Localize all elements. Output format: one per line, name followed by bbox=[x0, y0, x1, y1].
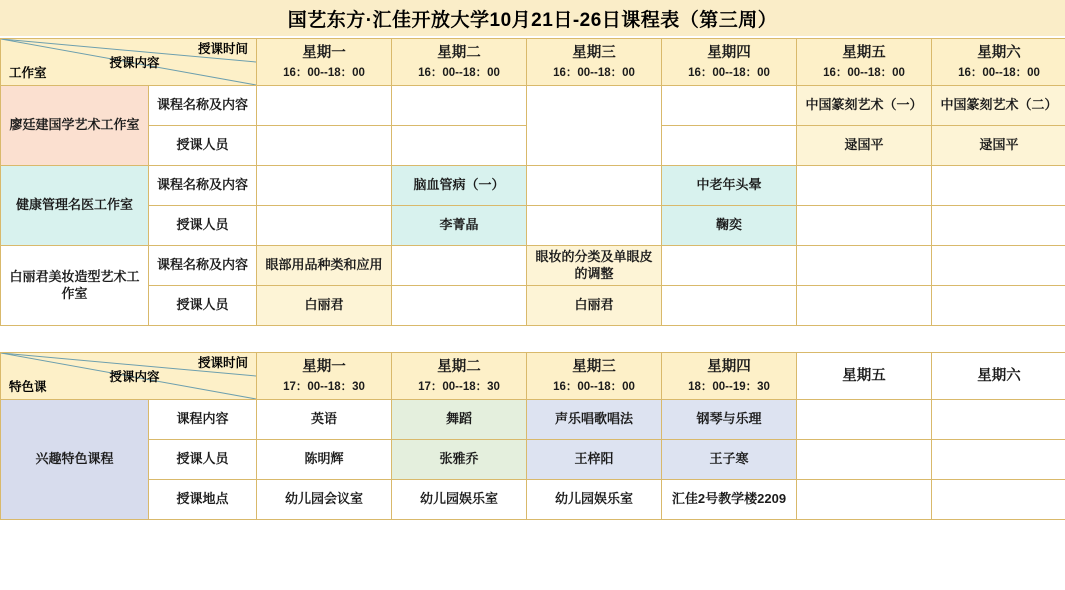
cell-location-sat bbox=[932, 480, 1065, 520]
studio-name-makeup: 白丽君美妆造型艺术工作室 bbox=[1, 246, 149, 326]
cell-teacher-thu bbox=[662, 286, 797, 326]
cell-teacher-mon: 白丽君 bbox=[257, 286, 392, 326]
row-label-teacher: 授课人员 bbox=[149, 206, 257, 246]
table-row bbox=[1, 206, 1065, 246]
table-separator bbox=[0, 326, 1065, 352]
day-header-sat bbox=[932, 39, 1065, 86]
day-name: 星期五 bbox=[842, 44, 886, 61]
cell-teacher-fri bbox=[797, 206, 932, 246]
row-label-course: 课程名称及内容 bbox=[149, 166, 257, 206]
day-header-mon bbox=[257, 39, 392, 86]
table-header-row bbox=[1, 353, 1065, 400]
day-name: 星期三 bbox=[572, 44, 616, 61]
page-title-bar bbox=[0, 0, 1065, 38]
cell-content-thu: 钢琴与乐理 bbox=[662, 400, 797, 440]
header-corner-cell bbox=[1, 39, 257, 86]
studio-name-guoxue: 廖廷建国学艺术工作室 bbox=[1, 86, 149, 166]
cell-course-thu bbox=[662, 86, 797, 126]
cell-course-fri bbox=[797, 246, 932, 286]
studio-schedule-table bbox=[0, 38, 1065, 326]
header-content-label: 授课内容 bbox=[109, 370, 160, 384]
cell-location-wed: 幼儿园娱乐室 bbox=[527, 480, 662, 520]
cell-course-sat bbox=[932, 246, 1065, 286]
day-time: 16：00--18：00 bbox=[958, 66, 1040, 79]
day-time: 16：00--18：00 bbox=[283, 66, 365, 79]
cell-teacher-sat: 逯国平 bbox=[932, 126, 1065, 166]
day-name: 星期四 bbox=[707, 358, 751, 375]
table-row bbox=[1, 286, 1065, 326]
cell-teacher-tue bbox=[392, 286, 527, 326]
day-name: 星期一 bbox=[302, 358, 346, 375]
cell-teacher-tue: 张雅乔 bbox=[392, 440, 527, 480]
day-header-fri bbox=[797, 353, 932, 400]
cell-course-wed bbox=[527, 166, 662, 206]
cell-teacher-tue bbox=[392, 126, 527, 166]
header-room-label: 工作室 bbox=[9, 66, 47, 81]
cell-course-sat: 中国篆刻艺术（二） bbox=[932, 86, 1065, 126]
day-time: 16：00--18：00 bbox=[688, 66, 770, 79]
page-title: 国艺东方·汇佳开放大学10月21日-26日课程表（第三周） bbox=[287, 9, 778, 31]
day-time: 16：00--18：00 bbox=[553, 380, 635, 393]
day-header-wed bbox=[527, 39, 662, 86]
cell-teacher-sat bbox=[932, 286, 1065, 326]
cell-location-fri bbox=[797, 480, 932, 520]
cell-teacher-fri bbox=[797, 440, 932, 480]
day-name: 星期五 bbox=[842, 367, 886, 384]
day-time: 17：00--18：30 bbox=[283, 380, 365, 393]
cell-course-tue: 脑血管病（一） bbox=[392, 166, 527, 206]
cell-content-tue: 舞蹈 bbox=[392, 400, 527, 440]
table-row bbox=[1, 166, 1065, 206]
cell-course-wed: 眼妆的分类及单眼皮的调整 bbox=[527, 246, 662, 286]
row-label-course: 课程名称及内容 bbox=[149, 246, 257, 286]
row-label-location: 授课地点 bbox=[149, 480, 257, 520]
cell-teacher-wed bbox=[527, 206, 662, 246]
cell-course-thu bbox=[662, 246, 797, 286]
cell-teacher-mon bbox=[257, 206, 392, 246]
table-row bbox=[1, 86, 1065, 126]
table-row bbox=[1, 246, 1065, 286]
cell-teacher-wed: 白丽君 bbox=[527, 286, 662, 326]
cell-teacher-mon bbox=[257, 126, 392, 166]
day-header-mon bbox=[257, 353, 392, 400]
day-name: 星期四 bbox=[707, 44, 751, 61]
studio-name-special: 兴趣特色课程 bbox=[1, 400, 149, 520]
table-row bbox=[1, 440, 1065, 480]
day-time: 16：00--18：00 bbox=[823, 66, 905, 79]
cell-teacher-thu bbox=[662, 126, 797, 166]
table-row bbox=[1, 400, 1065, 440]
cell-teacher-mon: 陈明辉 bbox=[257, 440, 392, 480]
cell-location-tue: 幼儿园娱乐室 bbox=[392, 480, 527, 520]
cell-teacher-tue: 李菁晶 bbox=[392, 206, 527, 246]
cell-course-wed bbox=[527, 86, 662, 166]
header-time-label: 授课时间 bbox=[197, 42, 248, 56]
day-time: 18：00--19：30 bbox=[688, 380, 770, 393]
cell-course-sat bbox=[932, 166, 1065, 206]
cell-teacher-sat bbox=[932, 206, 1065, 246]
header-room-label: 特色课 bbox=[9, 380, 47, 395]
day-name: 星期二 bbox=[437, 44, 481, 61]
cell-teacher-thu: 鞠奕 bbox=[662, 206, 797, 246]
header-content-label: 授课内容 bbox=[109, 56, 160, 70]
day-name: 星期六 bbox=[977, 44, 1021, 61]
row-label-course: 课程名称及内容 bbox=[149, 86, 257, 126]
table-row bbox=[1, 480, 1065, 520]
day-header-thu bbox=[662, 39, 797, 86]
cell-course-thu: 中老年头晕 bbox=[662, 166, 797, 206]
day-name: 星期六 bbox=[977, 367, 1021, 384]
cell-course-mon bbox=[257, 86, 392, 126]
cell-content-mon: 英语 bbox=[257, 400, 392, 440]
day-name: 星期一 bbox=[302, 44, 346, 61]
cell-course-mon: 眼部用品种类和应用 bbox=[257, 246, 392, 286]
cell-course-tue bbox=[392, 246, 527, 286]
studio-name-health: 健康管理名医工作室 bbox=[1, 166, 149, 246]
special-course-table bbox=[0, 352, 1065, 520]
day-header-tue bbox=[392, 353, 527, 400]
cell-course-mon bbox=[257, 166, 392, 206]
cell-teacher-wed: 王梓阳 bbox=[527, 440, 662, 480]
cell-location-thu: 汇佳2号教学楼2209 bbox=[662, 480, 797, 520]
cell-teacher-thu: 王子寒 bbox=[662, 440, 797, 480]
cell-teacher-fri bbox=[797, 286, 932, 326]
cell-location-mon: 幼儿园会议室 bbox=[257, 480, 392, 520]
row-label-teacher: 授课人员 bbox=[149, 440, 257, 480]
cell-course-tue bbox=[392, 86, 527, 126]
day-header-fri bbox=[797, 39, 932, 86]
cell-content-sat bbox=[932, 400, 1065, 440]
day-name: 星期三 bbox=[572, 358, 616, 375]
day-header-wed bbox=[527, 353, 662, 400]
cell-course-fri: 中国篆刻艺术（一） bbox=[797, 86, 932, 126]
day-time: 16：00--18：00 bbox=[553, 66, 635, 79]
row-label-teacher: 授课人员 bbox=[149, 126, 257, 166]
day-time: 16：00--18：00 bbox=[418, 66, 500, 79]
day-time: 17：00--18：30 bbox=[418, 380, 500, 393]
row-label-course-content: 课程内容 bbox=[149, 400, 257, 440]
table-header-row bbox=[1, 39, 1065, 86]
row-label-teacher: 授课人员 bbox=[149, 286, 257, 326]
day-header-tue bbox=[392, 39, 527, 86]
day-name: 星期二 bbox=[437, 358, 481, 375]
cell-course-fri bbox=[797, 166, 932, 206]
day-header-thu bbox=[662, 353, 797, 400]
cell-teacher-fri: 逯国平 bbox=[797, 126, 932, 166]
header-time-label: 授课时间 bbox=[197, 356, 248, 370]
header-corner-cell bbox=[1, 353, 257, 400]
cell-content-fri bbox=[797, 400, 932, 440]
day-header-sat bbox=[932, 353, 1065, 400]
cell-content-wed: 声乐唱歌唱法 bbox=[527, 400, 662, 440]
cell-teacher-sat bbox=[932, 440, 1065, 480]
